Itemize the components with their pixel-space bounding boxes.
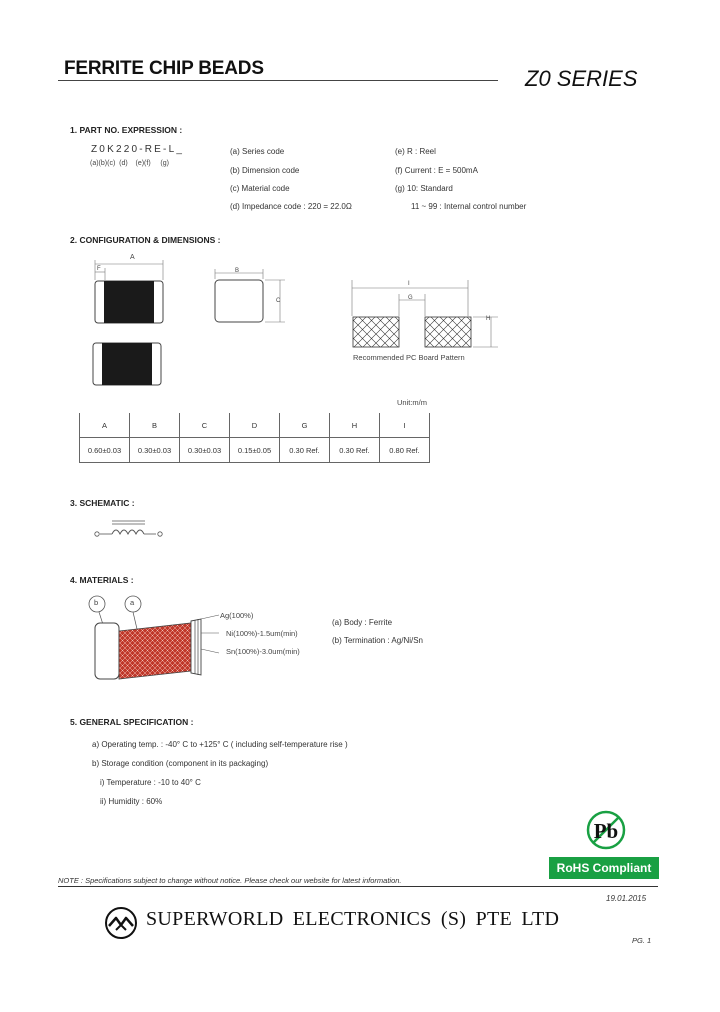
dimension-f-label: F [97,266,101,272]
dimension-h-label: H [486,316,491,322]
table-value-cell: 0.30±0.03 [180,438,230,463]
page-number: PG. 1 [632,936,652,945]
chip-materials-drawing [85,593,225,685]
rohs-compliant-badge: RoHS Compliant [549,857,659,879]
footer-divider [58,886,658,887]
layer-sn-label: Sn(100%)-3.0um(min) [226,647,300,656]
table-header-cell: I [380,413,430,438]
company-name: SUPERWORLD ELECTRONICS (S) PTE LTD [146,908,560,930]
table-header-cell: A [80,413,130,438]
part-left-item-4: (d) Impedance code : 220 = 22.0Ω [230,202,352,211]
dimension-table [79,413,430,463]
table-header-cell: C [180,413,230,438]
section-general-spec-heading: 5. GENERAL SPECIFICATION : [70,717,194,727]
part-number-legend: (a)(b)(c) (d) (e)(f) (g) [90,160,169,167]
part-left-item-2: (b) Dimension code [230,166,300,175]
dimension-table-header-row [80,413,430,438]
section-part-no-heading: 1. PART NO. EXPRESSION : [70,125,183,135]
table-header-cell: H [330,413,380,438]
company-logo-icon [104,906,138,940]
dimension-a-label: A [130,254,135,261]
material-body-item: (a) Body : Ferrite [332,618,393,627]
table-value-cell: 0.60±0.03 [80,438,130,463]
table-header-cell: D [230,413,280,438]
part-number-code: Z0K220-RE-L_ [91,144,185,155]
part-right-item-1: (e) R : Reel [395,147,436,156]
part-left-item-1: (a) Series code [230,147,285,156]
part-right-item-2: (f) Current : E = 500mA [395,166,478,175]
chip-top-view-drawing [80,252,180,327]
callout-a-label: a [130,598,135,607]
part-right-item-3: (g) 10: Standard [395,184,453,193]
part-right-item-4: 11 ~ 99 : Internal control number [411,202,527,211]
section-configuration-heading: 2. CONFIGURATION & DIMENSIONS : [70,235,221,245]
inductor-schematic-symbol [90,517,170,541]
material-termination-item: (b) Termination : Ag/Ni/Sn [332,636,424,645]
spec-storage-temperature: i) Temperature : -10 to 40° C [100,778,201,787]
dimension-b-label: B [235,268,240,274]
table-value-cell: 0.30 Ref. [330,438,380,463]
pcb-pattern-caption: Recommended PC Board Pattern [353,353,465,362]
title-underline [58,80,498,81]
chip-bottom-view-drawing [88,340,168,390]
table-header-cell: G [280,413,330,438]
lead-free-icon [584,808,628,852]
layer-ag-label: Ag(100%) [220,611,254,620]
section-materials-heading: 4. MATERIALS : [70,575,134,585]
footer-note: NOTE : Specifications subject to change without notice. Please check our website for latest information. [58,876,402,885]
table-value-cell: 0.80 Ref. [380,438,430,463]
callout-b-label: b [94,598,99,607]
part-left-item-3: (c) Material code [230,184,290,193]
document-date: 19.01.2015 [606,894,647,903]
pcb-pattern-drawing [340,280,510,352]
table-value-cell: 0.30 Ref. [280,438,330,463]
layer-ni-label: Ni(100%)-1.5um(min) [226,629,298,638]
document-title: FERRITE CHIP BEADS [64,58,264,79]
spec-operating-temp: a) Operating temp. : -40° C to +125° C ( including self-temperature rise ) [92,740,348,749]
section-schematic-heading: 3. SCHEMATIC : [70,498,135,508]
dimension-c-label: C [276,298,281,304]
unit-label: Unit:m/m [397,398,427,407]
lead-symbol-text: Pb [593,819,619,843]
dimension-i-label: I [408,281,410,287]
chip-side-view-drawing [205,265,295,330]
table-header-cell: B [130,413,180,438]
series-title: Z0 SERIES [525,66,638,91]
dimension-g-label: G [408,295,413,301]
spec-storage-humidity: ii) Humidity : 60% [100,797,163,806]
spec-storage-condition: b) Storage condition (component in its packaging) [92,759,269,768]
table-value-cell: 0.30±0.03 [130,438,180,463]
dimension-table-value-row [80,438,430,463]
table-value-cell: 0.15±0.05 [230,438,280,463]
